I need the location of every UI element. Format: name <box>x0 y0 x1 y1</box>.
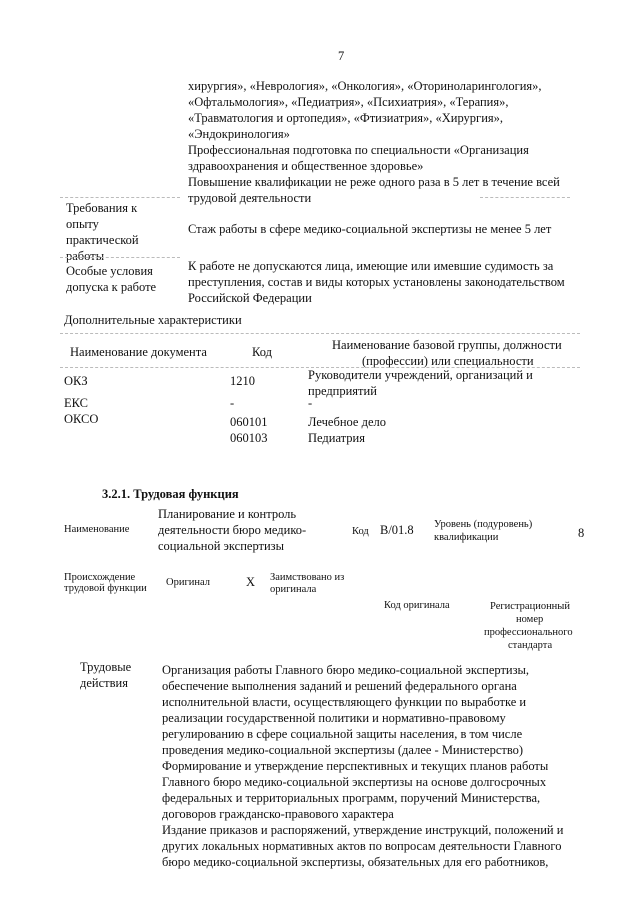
action-line: Издание приказов и распоряжений, утверждение инструкций, положений и <box>162 823 564 837</box>
special-value-line: К работе не допускаются лица, имеющие или имевшие судимость за <box>188 259 554 273</box>
action-line: других локальных нормативных актов по вопросам деятельности Главного <box>162 839 562 853</box>
action-line: Формирование и утверждение перспективных и текущих планов работы <box>162 759 549 773</box>
head-name-line: (профессии) или специальности <box>362 354 534 368</box>
experience-value: Стаж работы в сфере медико-социальной экспертизы не менее 5 лет <box>188 222 552 236</box>
table-top-line <box>60 333 580 334</box>
function-level-label-line: Уровень (подуровень) <box>434 519 533 530</box>
eks-code: - <box>230 396 235 410</box>
action-line: федеральных и территориальных программ, поручений Министерства, <box>162 791 541 805</box>
additional-title: Дополнительные характеристики <box>64 313 242 327</box>
reg-number-line: Регистрационный <box>490 601 570 612</box>
okz-name-line: Руководители учреждений, организаций и <box>308 368 533 382</box>
action-line: обеспечение выполнения заданий и решений федерального органа <box>162 679 517 693</box>
okso-code: 060101 <box>230 415 268 429</box>
function-code-label: Код <box>352 526 369 537</box>
experience-label-line: практической <box>66 233 139 247</box>
eks-doc: ЕКС <box>64 396 88 410</box>
function-code-value: B/01.8 <box>380 523 414 537</box>
row-divider <box>60 197 180 198</box>
special-label-line: допуска к работе <box>66 280 157 294</box>
education-line: трудовой деятельности <box>188 191 312 205</box>
origin-code-original: Код оригинала <box>384 600 450 611</box>
function-level-label-line: квалификации <box>434 532 499 543</box>
education-line: «Травматология и ортопедия», «Фтизиатрия», «Хирургия», <box>188 111 504 125</box>
function-name-line: социальной экспертизы <box>158 539 285 553</box>
row-divider <box>480 197 570 198</box>
reg-number-line: стандарта <box>508 640 553 651</box>
function-name-line: деятельности бюро медико- <box>158 523 307 537</box>
okso-code: 060103 <box>230 431 268 445</box>
action-line: бюро медико-социальной экспертизы, обязательных для его работников, <box>162 855 549 869</box>
origin-mark: X <box>246 575 256 589</box>
reg-number-line: номер <box>516 614 544 625</box>
action-line: договоров гражданско-правового характера <box>162 807 394 821</box>
action-line: исполнительной власти, осуществляющего функции по выработке и <box>162 695 527 709</box>
head-name-line: Наименование базовой группы, должности <box>332 338 562 352</box>
function-name-line: Планирование и контроль <box>158 507 297 521</box>
function-name-label: Наименование <box>64 524 130 535</box>
action-line: Организация работы Главного бюро медико-социальной экспертизы, <box>162 663 530 677</box>
action-line: Главного бюро медико-социальной экспертизы на основе долгосрочных <box>162 775 547 789</box>
okz-code: 1210 <box>230 374 255 388</box>
origin-label-line: Происхождение <box>64 572 136 583</box>
row-divider <box>60 257 180 258</box>
action-line: реализации государственной политики и нормативно-правовому <box>162 711 506 725</box>
function-title: 3.2.1. Трудовая функция <box>102 487 239 501</box>
okz-doc: ОКЗ <box>64 374 88 388</box>
education-line: здравоохранения и общественное здоровье» <box>188 159 424 173</box>
experience-label-line: опыту <box>66 217 99 231</box>
okso-name: Лечебное дело <box>308 415 386 429</box>
okso-name: Педиатрия <box>308 431 365 445</box>
origin-label-line: трудовой функции <box>64 583 147 594</box>
origin-borrowed-line: Заимствовано из <box>270 572 345 583</box>
action-line: регулированию в сфере социальной защиты населения, в том числе <box>162 727 523 741</box>
education-line: Повышение квалификации не реже одного раза в 5 лет в течение всей <box>188 175 560 189</box>
special-value-line: Российской Федерации <box>188 291 312 305</box>
okso-doc: ОКСО <box>64 412 99 426</box>
experience-label-line: работы <box>66 249 105 263</box>
origin-borrowed-line: оригинала <box>270 584 317 595</box>
eks-name: - <box>308 396 313 410</box>
experience-label-line: Требования к <box>66 201 138 215</box>
special-value-line: преступления, состав и виды которых установлены законодательством <box>188 275 565 289</box>
education-line: Профессиональная подготовка по специальности «Организация <box>188 143 529 157</box>
head-code: Код <box>252 345 272 359</box>
function-level-value: 8 <box>578 526 585 540</box>
education-line: хирургия», «Неврология», «Онкология», «Оториноларингология», <box>188 79 542 93</box>
origin-original: Оригинал <box>166 577 210 588</box>
reg-number-line: профессионального <box>484 627 573 638</box>
action-line: проведения медико-социальной экспертизы (далее - Министерство) <box>162 743 524 757</box>
head-doc: Наименование документа <box>70 345 207 359</box>
actions-label-line: Трудовые <box>80 660 132 674</box>
education-line: «Офтальмология», «Педиатрия», «Психиатрия», «Терапия», <box>188 95 509 109</box>
special-label-line: Особые условия <box>66 264 153 278</box>
actions-label-line: действия <box>80 676 128 690</box>
okz-name-line: предприятий <box>308 384 377 398</box>
education-line: «Эндокринология» <box>188 127 290 141</box>
page-number: 7 <box>338 49 345 63</box>
